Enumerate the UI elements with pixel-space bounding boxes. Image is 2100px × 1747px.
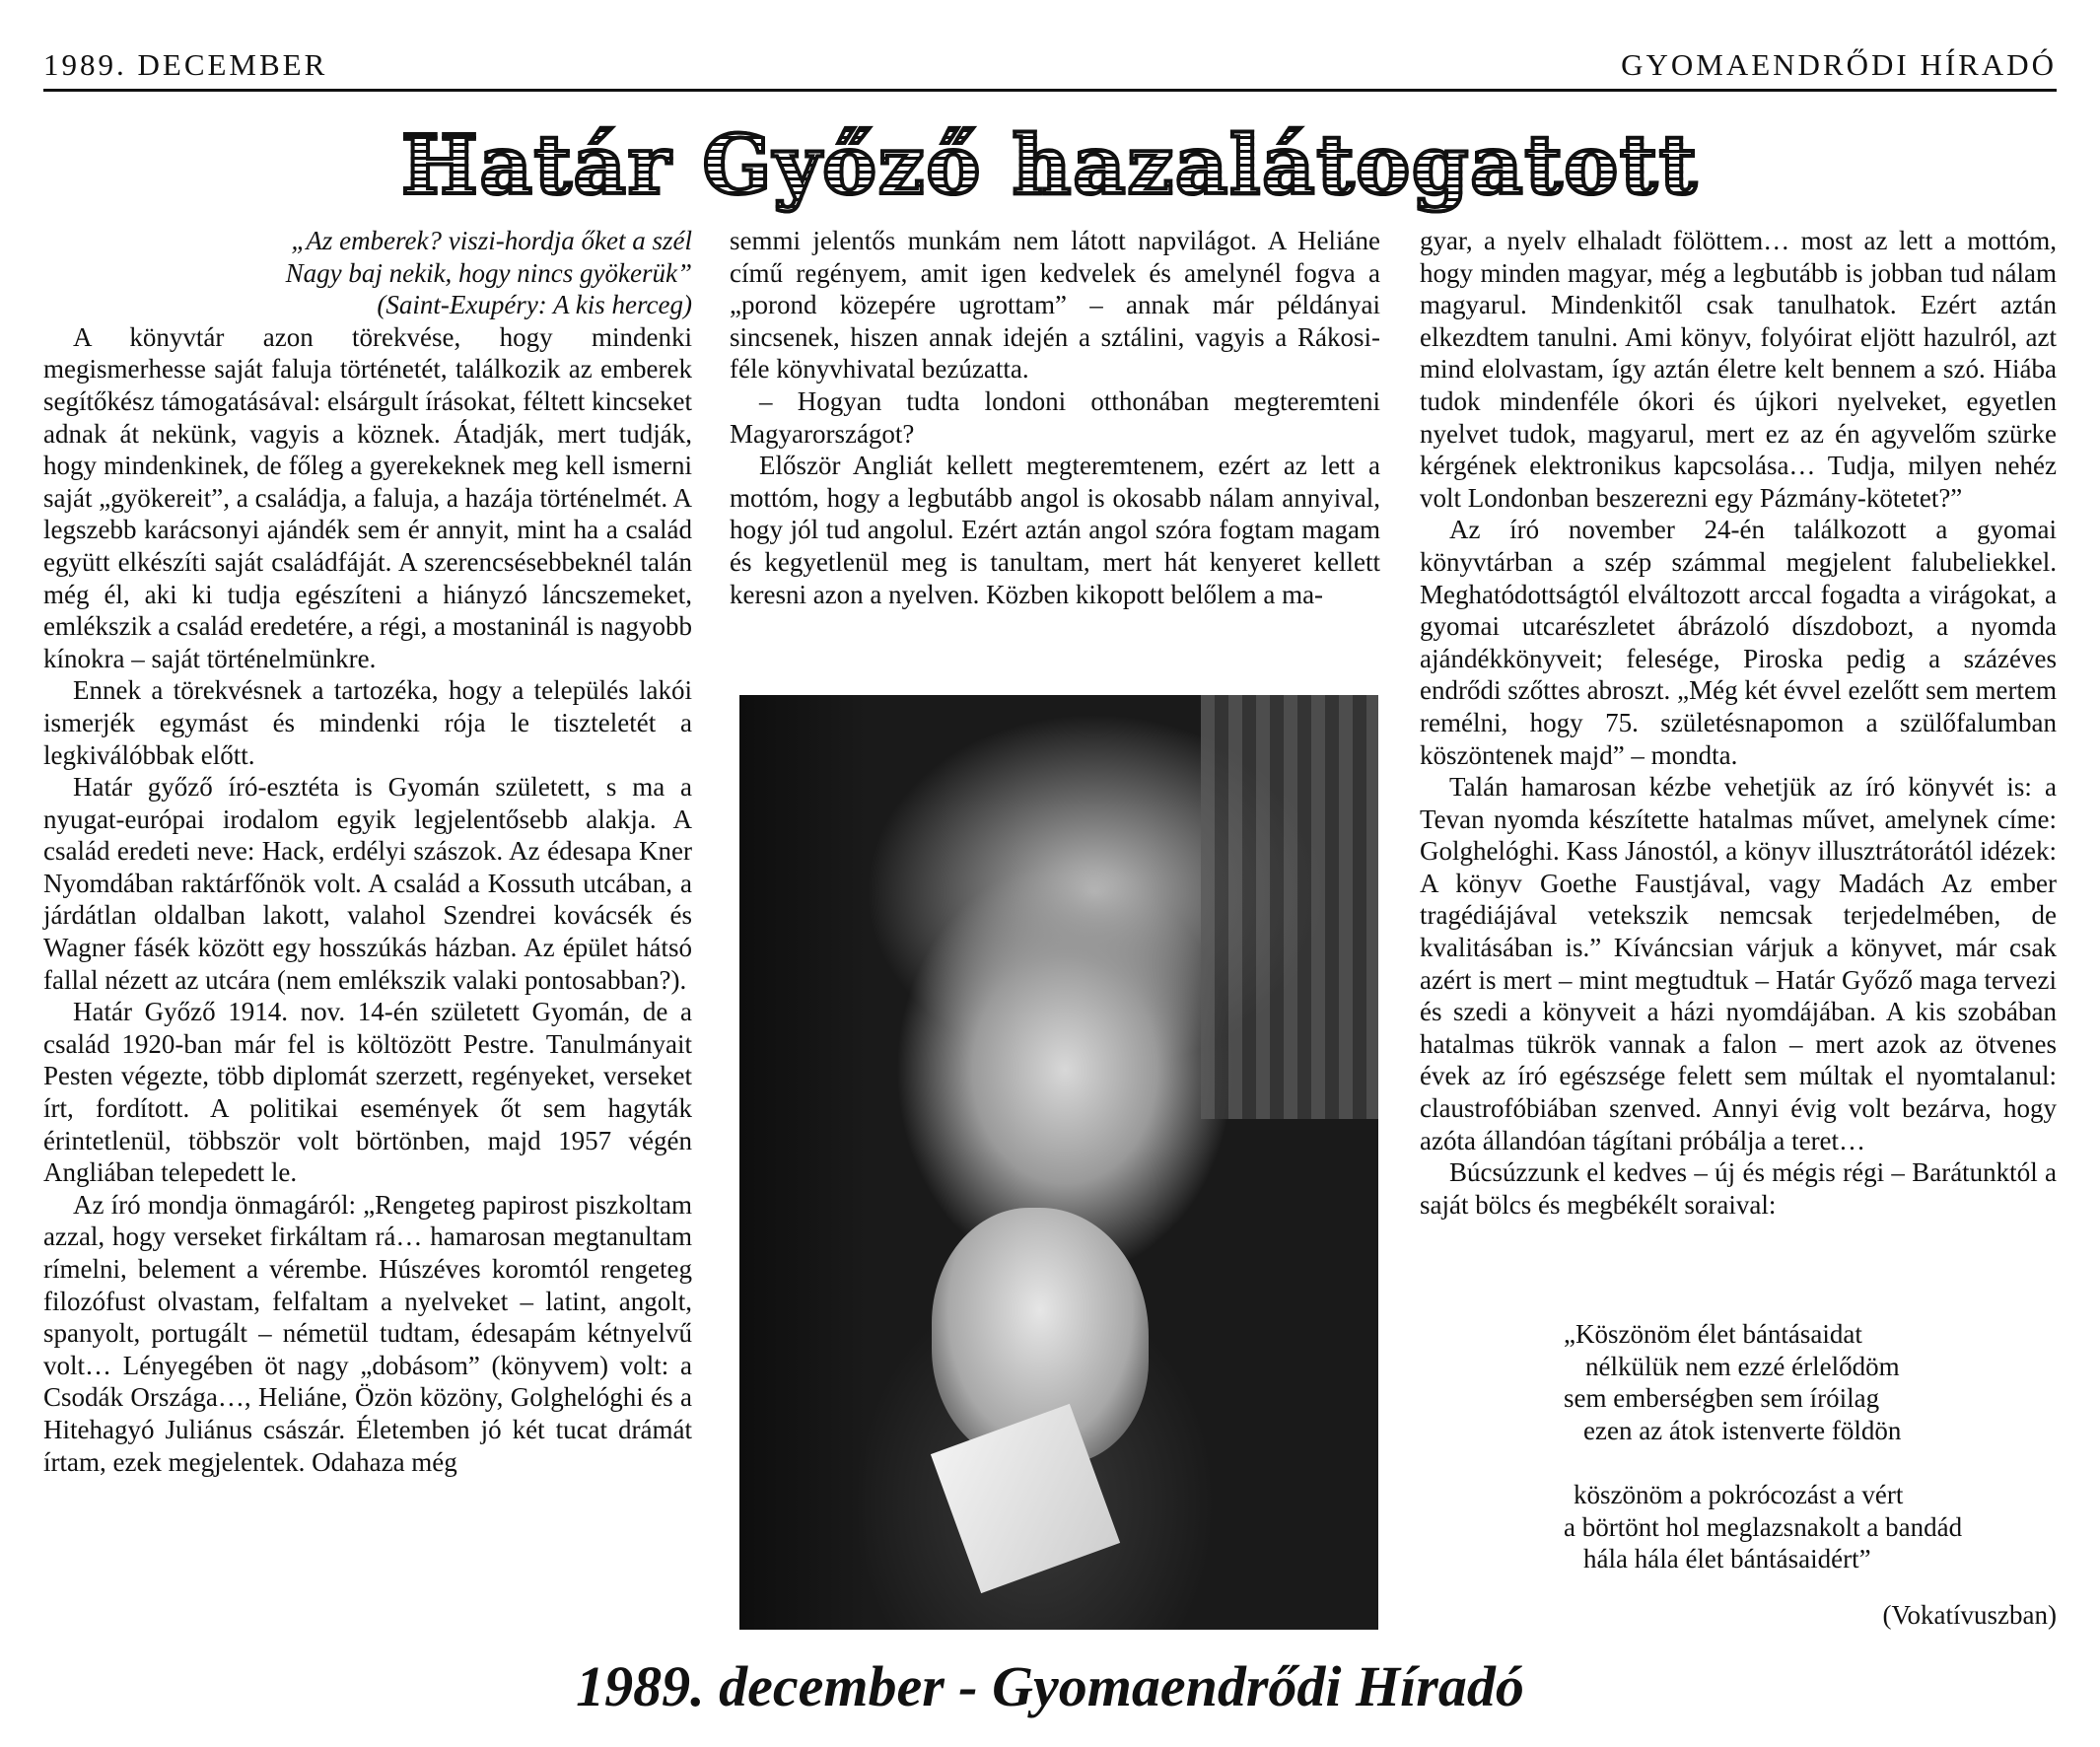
paragraph: Az író november 24-én találkozott a gyomai könyvtárban a szép számmal megjelent falubeliekkel. Meghatódottságtól elváltozott arccal fogadta a virágokat, a gyomai utcarészletet ábrázoló díszdobozt, a nyomda ajándékkönyveit; felesége, Piroska pedig a százéves endrődi szőttes abroszt. „Még két évvel ezelőtt sem mertem remélni, hogy 75. születésnapomon a szülőfalumban köszöntenek majd” – mondta. bbox=[1420, 515, 2057, 770]
portrait-photo bbox=[739, 695, 1378, 1630]
paragraph: Határ Győző 1914. nov. 14-én született Gyomán, de a család 1920-ban már fel is költözött Pestre. Tanulmányait Pesten végezte, több diplomát szerzett, regényeket, verseket írt, fordított. A politikai események őt sem hagyták érintetlenül, többször volt börtönben, majd 1957 végén Angliában telepedett le. bbox=[43, 997, 692, 1188]
paragraph: Először Angliát kellett megteremtenem, ezért az lett a mottóm, hogy a legbutább angol is okosabb nálam annyival, hogy jól tud angolul. Ezért aztán angol szóra fogtam magam és kegyetlenül meg is tanultam, mert hát kenyeret kellett keresni azon a nyelven. Közben kikopott belőlem a ma- bbox=[730, 451, 1380, 609]
article-headline: Határ Győző hazalátogatott bbox=[43, 116, 2057, 215]
paragraph: Búcsúzzunk el kedves – új és mégis régi – Barátunktól a saját bölcs és megbékélt soraival: bbox=[1420, 1157, 2057, 1220]
photo-background-window bbox=[1201, 695, 1378, 1119]
poem-attribution: (Vokatívuszban) bbox=[1882, 1600, 2057, 1630]
paragraph: Határ győző író-esztéta is Gyomán született, s ma a nyugat-európai irodalom egyik legjelentősebb alakja. A család eredeti neve: Hack, erdélyi szászok. Az édesapa Kner Nyomdában raktárfőnök volt. A család a Kossuth utcában, a járdátlan oldalban lakott, valahol Szendrei kovácsék és Wagner fásék között egy hosszúkás házban. Az épület hátsó fallal nézett az utcára (nem emlékszik valaki pontosabban?). bbox=[43, 772, 692, 995]
poem-line: a börtönt hol meglazsnakolt a bandád bbox=[1564, 1511, 1963, 1542]
motto-line-2: Nagy baj nekik, hogy nincs gyökerük” bbox=[285, 257, 692, 288]
masthead bbox=[43, 37, 2057, 92]
paragraph: Talán hamarosan kézbe vehetjük az író könyvét is: a Tevan nyomda készítette hatalmas művet, amelynek címe: Golghelóghi. Kass Jánostól, a könyv illusztrátorától idézek: A könyv Goethe Faustjával, vagy Madách Az ember tragédiájával vetekszik nemcsak terjedelmében, de kvalitásában is.” Kíváncsian várjuk a könyvet, már csak azért is mert – mint megtudtuk – Határ Győző maga tervezi és szedi a könyveit a házi nyomdájában. A kis szobában hatalmas tükrök vannak a falon – mert azok az ötvenes évek az író egészsége felett sem múltak el nyomtalanul: claustrofóbiában szenved. Annyi évig volt bezárva, hogy azóta állandóan tágítani próbálja a teret… bbox=[1420, 772, 2057, 1155]
poem-line: köszönöm a pokrócozást a vért bbox=[1574, 1479, 1904, 1509]
photo-shadow bbox=[739, 695, 868, 1630]
poem-line: ezen az átok istenverte földön bbox=[1583, 1415, 1902, 1445]
motto-source: (Saint-Exupéry: A kis herceg) bbox=[377, 290, 692, 320]
masthead-paper-name: GYOMAENDRŐDI HÍRADÓ bbox=[1621, 47, 2057, 82]
motto-quote bbox=[43, 225, 692, 321]
stanza-gap bbox=[1564, 1446, 2057, 1479]
article-column-2 bbox=[730, 225, 1380, 610]
poem-line: sem emberségben sem íróilag bbox=[1564, 1383, 1880, 1414]
masthead-date: 1989. DECEMBER bbox=[43, 47, 328, 82]
paragraph: – Hogyan tudta londoni otthonában megteremteni Magyarországot? bbox=[730, 385, 1380, 449]
poem bbox=[1564, 1318, 2057, 1575]
paragraph: Ennek a törekvésnek a tartozéka, hogy a település lakói ismerjék egymást és mindenki rója le tiszteletét a legkiválóbbak előtt. bbox=[43, 675, 692, 770]
article-column-3 bbox=[1420, 225, 2057, 1221]
article-column-1 bbox=[43, 225, 692, 1478]
paragraph: semmi jelentős munkám nem látott napvilágot. A Heliáne című regényem, amit igen kedvelek és amelynél fogva a „porond közepére ugrottam” – annak már példányai sincsenek, hiszen annak idején a sztálini, vagyis a Rákosi-féle könyvhivatal bezúzatta. bbox=[730, 226, 1380, 384]
paragraph: A könyvtár azon törekvése, hogy mindenki megismerhesse saját faluja történetét, találkozik az emberek segítőkész támogatásával: elsárgult írásokat, féltett kincseket adnak át nekünk, vagyis a köznek. Átadják, mert tudják, hogy mindenkinek, de főleg a gyerekeknek meg kell ismerni saját „gyökereit”, a családja, a faluja, a hazája történelmét. A legszebb karácsonyi ajándék sem ér annyit, mint ha a család együtt elkészíti saját családfáját. A szerencsésebbeknél talán még él, aki ki tudja egészíteni a hiányzó láncszemeket, emlékszik a család eredetére, a régi, a mostaninál is nagyobb kínokra – saját történelmünkre. bbox=[43, 321, 692, 673]
poem-line: hála hála élet bántásaidért” bbox=[1583, 1544, 1871, 1574]
poem-line: nélkülük nem ezzé érlelődöm bbox=[1585, 1351, 1900, 1381]
paragraph: gyar, a nyelv elhaladt fölöttem… most az lett a mottóm, hogy minden magyar, még a legbutább is jobban tud nálam magyarul. Mindenkitől csak tanulhatok. Ezért aztán elkezdtem tanulni. Ami könyv, folyóirat eljött hazulról, azt mind elolvastam, így aztán életre kelt bennem a szó. Hiába tudok mindenféle ókori és újkori nyelveket, egyetlen nyelvet tudok, magyarul, mert ez az én agyvelőm szürke kérgének elektronikus kapcsolása… Tudja, milyen nehéz volt Londonban beszerezni egy Pázmány-kötetet?” bbox=[1420, 226, 2057, 513]
footer-caption: 1989. december - Gyomaendrődi Híradó bbox=[576, 1654, 1524, 1718]
paragraph: Az író mondja önmagáról: „Rengeteg papirost piszkoltam azzal, hogy verseket firkáltam rá… hamarosan megtanultam rímelni, belement a vérembe. Húszéves koromtól rengeteg filozófust olvastam, felfaltam a nyelveket – latint, angolt, spanyolt, portugált – németül tudtam, édesapám kétnyelvű volt… Lényegében öt nagy „dobásom” (könyvem) volt: a Csodák Országa…, Heliáne, Özön közöny, Golghelóghi és a Hitehagyó Juliánus császár. Életemben jó két tucat drámát írtam, ezek megjelentek. Odahaza még bbox=[43, 1189, 692, 1477]
poem-line: „Köszönöm élet bántásaidat bbox=[1564, 1319, 1862, 1349]
motto-line-1: „Az emberek? viszi-hordja őket a szél bbox=[291, 226, 692, 255]
